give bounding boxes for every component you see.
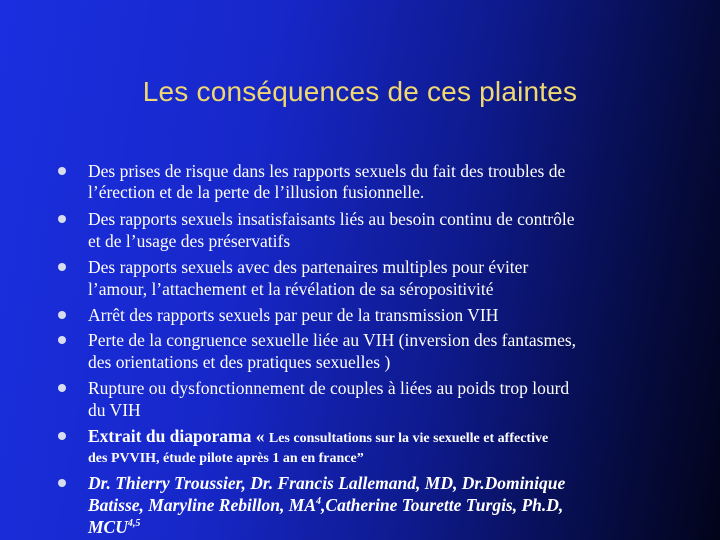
- list-item-line: Des rapports sexuels insatisfaisants liés au besoin continu de contrôle: [88, 209, 575, 229]
- bullet-icon: [58, 311, 66, 319]
- authors-line: Dr. Thierry Troussier, Dr. Francis Lallemand, MD, Dr.Dominique: [88, 473, 566, 493]
- list-item-line: l’amour, l’attachement et la révélation de sa séropositivité: [88, 279, 494, 299]
- list-item-line: Perte de la congruence sexuelle liée au VIH (inversion des fantasmes,: [88, 330, 577, 350]
- list-item-line: Rupture ou dysfonctionnement de couples à liées au poids trop lourd: [88, 378, 570, 398]
- authors-part: MCU: [88, 517, 128, 537]
- list-item-line: Arrêt des rapports sexuels par peur de la transmission VIH: [88, 305, 499, 325]
- bullet-icon: [58, 167, 66, 175]
- authors-part: Batisse, Maryline Rebillon, MA: [88, 495, 317, 515]
- list-item-line: Des rapports sexuels avec des partenaires multiples pour éviter: [88, 257, 529, 277]
- affiliation-sup: 4,5: [127, 518, 141, 530]
- authors-line: [88, 497, 563, 515]
- bullet-icon: [58, 263, 66, 271]
- source-lead: Extrait du diaporama «: [88, 426, 269, 446]
- bullet-icon: [58, 432, 66, 440]
- list-item-line: et de l’usage des préservatifs: [88, 231, 291, 251]
- slide-title: Les conséquences de ces plaintes: [142, 76, 578, 107]
- source-line: des PVVIH, étude pilote après 1 an en france”: [88, 451, 364, 466]
- list-item-line: du VIH: [88, 400, 141, 420]
- list-item-line: Des prises de risque dans les rapports sexuels du fait des troubles de: [88, 161, 566, 181]
- bullet-icon: [58, 479, 66, 487]
- affiliation-sup: 4: [316, 496, 322, 508]
- bullet-icon: [58, 215, 66, 223]
- bullet-icon: [58, 384, 66, 392]
- bullet-icon: [58, 336, 66, 344]
- source-title: Les consultations sur la vie sexuelle et affective: [268, 431, 549, 446]
- list-item-line: l’érection et de la perte de l’illusion fusionnelle.: [88, 182, 425, 202]
- authors-part: ,Catherine Tourette Turgis, Ph.D,: [321, 495, 564, 515]
- authors-line: [88, 519, 140, 537]
- list-item-line: des orientations et des pratiques sexuelles ): [88, 352, 391, 372]
- source-line: [88, 428, 548, 446]
